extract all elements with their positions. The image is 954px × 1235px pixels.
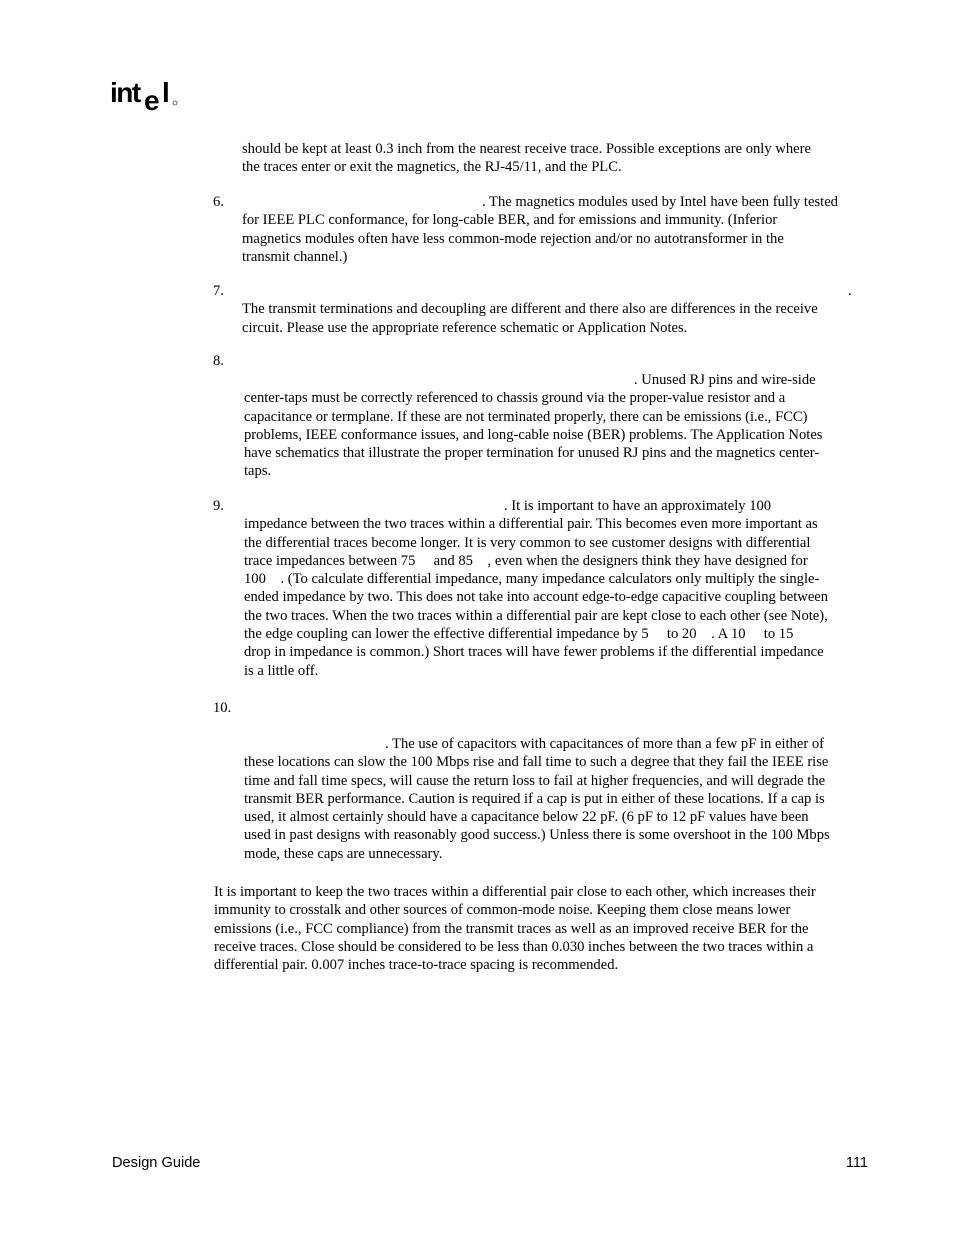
- continuation-text: [242, 140, 811, 177]
- text-line: differential pair. 0.007 inches trace-to-trace spacing is recommended.: [214, 957, 619, 974]
- text-line: used, it almost certainly should have a capacitance below 22 pF. (6 pF to 12 pF values have been: [244, 809, 809, 826]
- closing-paragraph: [214, 883, 816, 974]
- text-line: problems, IEEE conformance issues, and long-cable noise (BER) problems. The Application Notes: [244, 426, 823, 443]
- text-line: immunity to crosstalk and other sources of common-mode noise. Keeping them close means lower: [214, 902, 791, 919]
- text-line: the two traces. When the two traces within a differential pair are kept close to each other (see Note),: [244, 607, 828, 624]
- svg-text:int: int: [110, 77, 140, 108]
- text-line: . The magnetics modules used by Intel have been fully tested: [482, 194, 838, 210]
- text-line: drop in impedance is common.) Short traces will have fewer problems if the differential impedance: [244, 644, 824, 661]
- list-number-9: 9.: [213, 498, 224, 514]
- list-number-10: 10.: [213, 700, 232, 716]
- text-line: emissions (i.e., FCC compliance) from the transmit traces as well as an improved receive BER for the: [214, 920, 809, 937]
- text-line: the differential traces become longer. It is very common to see customer designs with differential: [244, 534, 811, 551]
- text-line: capacitance or termplane. If these are not terminated properly, there can be emissions (i.e., FCC): [244, 408, 808, 425]
- list-item-8: [244, 371, 822, 481]
- text-line: these locations can slow the 100 Mbps rise and fall time to such a degree that they fail the IEEE rise: [244, 754, 829, 771]
- list-number-7: 7.: [213, 283, 224, 299]
- text-line: is a little off.: [244, 662, 319, 679]
- text-line: the edge coupling can lower the effective differential impedance by 5 to 20 . A 10 to 15: [244, 626, 794, 643]
- list-item-7: [242, 282, 852, 337]
- text-line: magnetics modules often have less common-mode rejection and/or no autotransformer in the: [242, 230, 784, 247]
- text-line: for IEEE PLC conformance, for long-cable BER, and for emissions and immunity. (Inferior: [242, 212, 778, 229]
- text-line: time and fall time specs, will cause the return loss to fail at higher frequencies, and will degrade the: [244, 772, 826, 789]
- list-number-8: 8.: [213, 353, 224, 369]
- text-line: the traces enter or exit the magnetics, the RJ-45/11, and the PLC.: [242, 159, 622, 176]
- text-line: have schematics that illustrate the proper termination for unused RJ pins and the magnetics center-: [244, 445, 820, 462]
- text-line: ended impedance by two. This does not take into account edge-to-edge capacitive coupling between: [244, 589, 829, 606]
- text-line: impedance between the two traces within a differential pair. This becomes even more important as: [244, 516, 818, 533]
- text-line: circuit. Please use the appropriate reference schematic or Application Notes.: [242, 319, 688, 336]
- svg-text:l: l: [162, 77, 170, 108]
- text-line: .: [848, 283, 852, 299]
- text-line: 100 . (To calculate differential impedance, many impedance calculators only multiply the single-: [244, 571, 820, 588]
- text-line: transmit channel.): [242, 248, 348, 265]
- intel-logo: [108, 76, 188, 116]
- text-line: The transmit terminations and decoupling are different and there also are differences in the receive: [242, 301, 818, 318]
- text-line: transmit BER performance. Caution is required if a cap is put in either of these locations. If a cap is: [244, 790, 825, 807]
- text-line: should be kept at least 0.3 inch from the nearest receive trace. Possible exceptions are only where: [242, 141, 811, 157]
- list-item-6: [242, 193, 838, 266]
- text-line: used in past designs with reasonably good success.) Unless there is some overshoot in the 100 Mbps: [244, 827, 830, 844]
- text-line: . The use of capacitors with capacitances of more than a few pF in either of: [385, 736, 824, 752]
- text-line: receive traces. Close should be considered to be less than 0.030 inches between the two traces within a: [214, 938, 814, 955]
- list-item-10: [244, 735, 830, 863]
- text-line: taps.: [244, 463, 272, 480]
- svg-text:e: e: [144, 85, 160, 116]
- page-number: 111: [845, 1155, 868, 1171]
- text-line: . Unused RJ pins and wire-side: [634, 372, 816, 388]
- text-line: mode, these caps are unnecessary.: [244, 845, 443, 862]
- text-line: trace impedances between 75 and 85 , even when the designers think they have designed for: [244, 552, 808, 569]
- text-line: center-taps must be correctly referenced to chassis ground via the proper-value resistor and a: [244, 390, 786, 407]
- text-line: . It is important to have an approximately 100: [504, 498, 772, 514]
- footer-title: Design Guide: [112, 1155, 201, 1171]
- text-line: It is important to keep the two traces within a differential pair close to each other, which increases their: [214, 884, 816, 900]
- list-item-9: [244, 497, 828, 680]
- list-number-6: 6.: [213, 194, 224, 210]
